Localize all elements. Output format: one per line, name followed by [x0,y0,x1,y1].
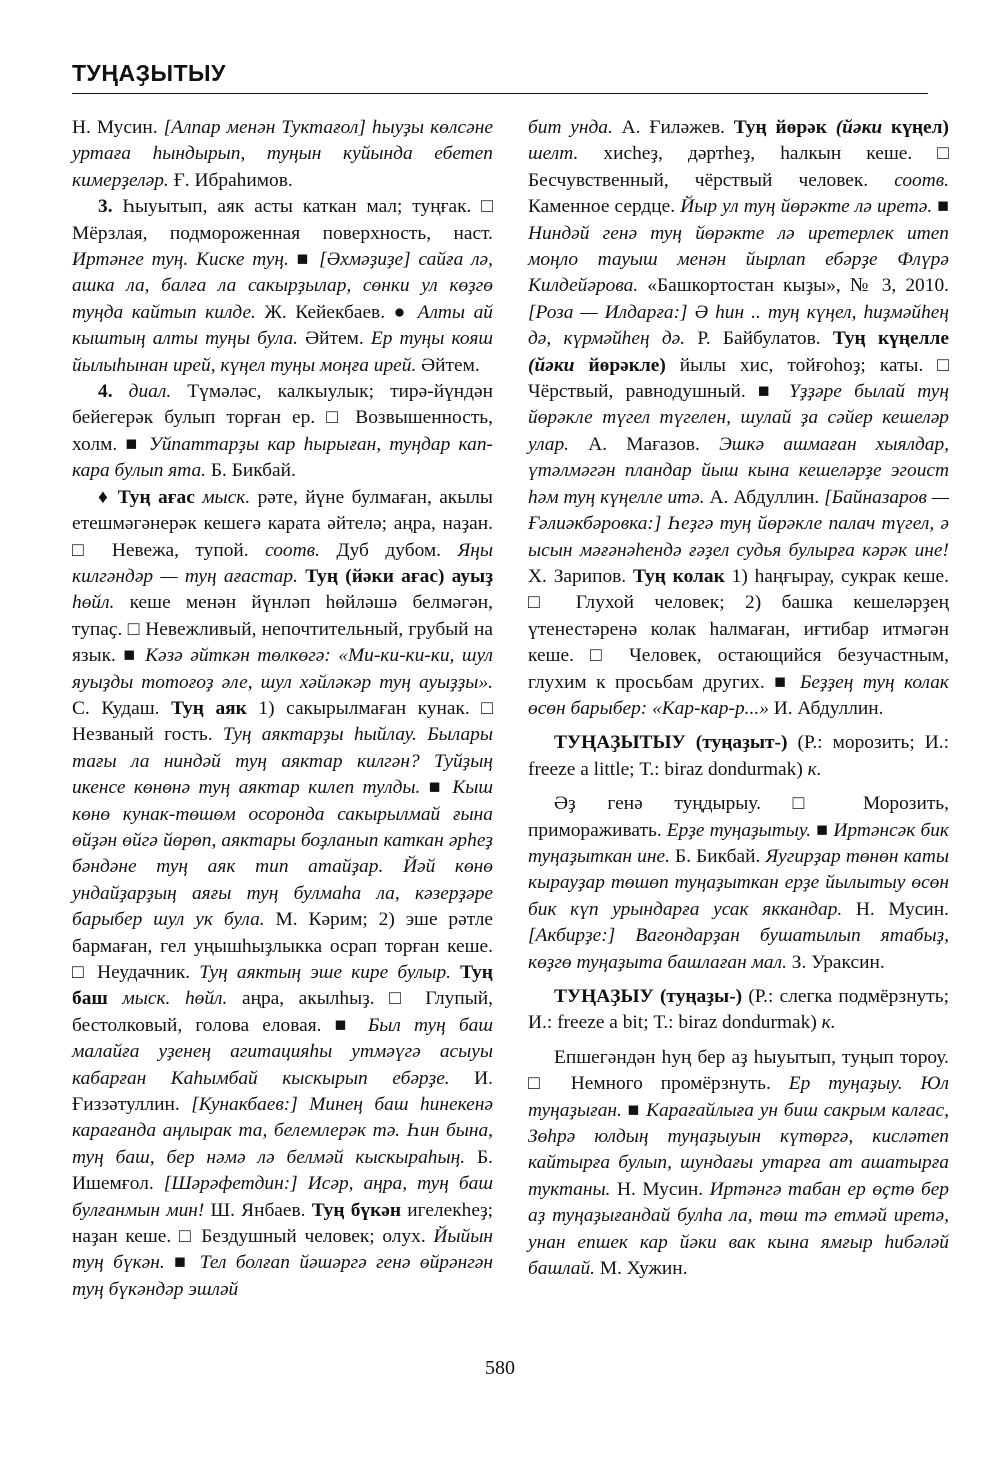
italic-text: соотв. [894,169,949,191]
entry-text: А. Мағазов. [569,433,720,455]
entry-text: И. Ғиззәтуллин. [72,1067,493,1116]
italic-text: Йыр ул туң йөрәкте лә иретә. [680,196,933,218]
entry-text: 1) һаңғырау, сукрак кеше. □ Глухой человек; 2) башка кешеләрҙең үтенестәренә колак һалмаған, иғтибар итмәгән кеше. □ Человек, остающийся безучастным, глухим к просьбам других. ■ [528,565,949,693]
italic-text: Уйпаттарҙы кар һырыған, туңдар кап-кара булып ята. [72,433,493,482]
entry-text: Н. Мусин. [842,898,949,920]
entry-text: ■ [811,819,834,841]
header-rule [72,93,928,94]
entry-text: Н. Мусин. [610,1178,710,1200]
headword-text: (йәки [528,354,575,376]
headword-text: ТУҢАҘЫТЫУ (туңаҙыт-) [554,732,788,754]
italic-text: соотв. [265,539,320,561]
italic-text: Туң аяктың эше кире булыр. [199,962,452,983]
entry-text: Б. Бикбай. [669,845,766,867]
entry-text: «Башкортостан кыҙы», № 3, 2010. [638,275,949,297]
entry-text: ■ [288,249,320,271]
entry-text: Б. Бикбай. [206,460,296,482]
entry-text [574,355,588,376]
headword-text: 4. [98,381,113,403]
italic-text: Ерҙе туңаҙытыу. [666,819,812,841]
entry-text: ■ [932,196,950,218]
italic-text: [Кунакбаев:] Минең баш һинекенә карағанда аңлырак та, белемлерәк тә. Һин бына, туң баш, бер нәмә лә белмәй кыскыраһың. [72,1094,493,1168]
headword-text: ТУҢАҘЫУ (туңаҙы-) [554,986,743,1007]
entry-text [108,988,123,1009]
headword-text: Туң ағас [117,486,195,508]
page-number: 580 [485,1357,515,1379]
entry-text: Р. Байбулатов. [685,328,833,350]
italic-text: Ер туңаҙыу. Юл туңаҙыған. [528,1073,950,1121]
italic-text: Был туң баш малайға уҙенең агитацияһы утмәүгә асыуы кабарған Каһымбай кыскырып ебәрҙе. [72,1014,493,1089]
dictionary-paragraph [528,1045,949,1283]
italic-text: Иртәнге туң. Киске туң. [72,249,289,271]
italic-text: шелт. [528,143,579,165]
entry-text: кеше менән йүнләп һөйләшә белмәгән, тупаҫ. □ Невежливый, непочтительный, грубый на язык. ■ [72,592,493,667]
entry-text: ♦ [98,486,118,508]
headword-text: Туң (йәки ағас) ауыҙ [305,565,493,587]
italic-text: Иртәнсәк бик туңаҙыткан ине. [528,819,949,867]
italic-text: Ниндәй генә туң йөрәкте лә иретерлек итеп моңло тауыш менән йырлап ебәрҙе Флүрә Килдейәрова. [528,222,949,297]
entry-text: игелекһеҙ; наҙан кеше. □ Бездушный человек; олух. [72,1199,493,1248]
entry-text: А. Ғиләжев. [612,117,734,138]
dictionary-paragraph [528,115,949,722]
entry-text: С. Кудаш. [72,697,172,719]
dictionary-paragraph [72,485,493,1304]
entry-text: ■ [621,1099,647,1121]
entry-text: Н. Мусин. [72,117,164,138]
italic-text: диал. [128,381,172,403]
entry-text: Епшегәндән һуң бер аҙ һыуытып, туңып тороу. □ Немного промёрзнуть. [528,1046,949,1095]
entry-text: (Р.: морозить; И.: freeze a little; Т.: biraz dondurmak) [528,732,949,780]
entry-text: 1) сакырылмаған кунак. □ Незваный гость. [72,697,493,746]
entry-text: Әйтем. [298,328,371,350]
entry-text: йылы хис, тойғоһоҙ; каты. □ Чёрствый, равнодушный. ■ [528,354,949,403]
headword-text: күңел) [891,117,949,138]
italic-text: Туң аяктарҙы һыйлау. Былары тағы ла ниндәй туң аяктар килгән? Туйҙың икенсе көнөнә туң аяктар килеп тулды. [72,724,493,799]
headword-text: Туң күңелле [832,328,949,350]
italic-text: Иртәнгә табан ер өҫтө бер аҙ туңаҙығандай булһа ла, төш тә етмәй иретә, унан епшек кар йәки вак кына ямғыр һибәләй башлай. [528,1178,949,1280]
entry-text: Ғ. Ибраһимов. [168,169,293,191]
entry-text: рәте, йүне булмаған, акылы етешмәгәнерәк кешегә карата әйтелә; аңра, наҙан. □ Невежа, тупой. [72,486,493,561]
left-column [72,115,493,1303]
entry-text: Каменное сердце. [528,196,681,218]
italic-text: к. [807,758,822,780]
entry-text [882,117,891,138]
entry-text: М. Кәрим; 2) эше рәтле бармаған, гел уңышһыҙлыкка осрап торған кеше. □ Неудачник. [72,909,494,983]
dictionary-paragraph [528,730,949,783]
headword-text: Туң баш [72,962,493,1010]
dictionary-paragraph [72,379,493,485]
italic-text: [Байназаров — Ғәлиәкбәровка:] Һеҙгә туң йөрәкле палач түгел, ә ысын мәғәнәһендә ғәҙел судья булырға кәрәк ине! [528,486,949,561]
italic-text: [Акбирҙе:] Вагондарҙан бушатылып ятабыҙ, көҙгө туңаҙыта башлаған мал. [528,925,949,973]
italic-text: бит унда. [528,117,613,138]
italic-text: [Әхмәҙиҙе] сайға лә, ашка ла, балға ла сакырҙылар, сөнки ул көҙгө туңда кайтып килде. [72,249,493,323]
italic-text: Карағайлыға ун биш сакрым калғас, Зөһрә юлдың туңаҙыуын күтөргә, кисләтеп кайтырға булып, шундағы утарға ат ашатырға туктаны. [528,1099,949,1200]
entry-text [113,381,129,402]
entry-text: Ш. Янбаев. [204,1199,312,1221]
entry-text: ■ [420,777,453,799]
italic-text: һөйл. [72,592,115,614]
entry-text: Һыуытып, аяк асты каткан мал; туңғак. □ Мёрзлая, подмороженная поверхность, наст. [72,196,493,244]
entry-text: Дуб дубом. [319,539,458,561]
right-column [528,115,949,1282]
dictionary-paragraph [72,115,493,194]
entry-text: хисһеҙ, дәртһеҙ, һалкын кеше. □ Бесчувственный, чёрствый человек. [528,143,949,191]
entry-text: Түмәләс, калкыулык; тирә-йүндән бейегерәк булып торған ер. □ Возвышенность, холм. ■ [72,381,493,455]
entry-text: аңра, акылһыҙ. □ Глупый, бестолковый, голова еловая. ■ [72,988,493,1036]
entry-text: Әйтем. [416,354,480,376]
entry-text: А. Абдуллин. [704,486,825,508]
italic-text: Тел болғап йәшәргә генә өйрәнгән туң бүкәндәр эшләй [72,1252,493,1300]
running-head: ТУҢАҘЫТЫУ [72,60,226,86]
headword-text: йөрәкле) [588,354,666,376]
italic-text: Йыйын туң бүкән. [72,1226,493,1274]
entry-text: (Р.: слегка подмёрзнуть; И.: freeze a bit; Т.: biraz dondurmak) [528,986,949,1034]
headword-text: Туң йөрәк [733,117,827,138]
entry-text: И. Абдуллин. [768,697,884,719]
entry-text: Х. Зарипов. [528,565,633,587]
dictionary-paragraph [72,194,493,379]
italic-text: к. [821,1012,836,1034]
dictionary-paragraph [528,791,949,976]
dictionary-paragraph [528,984,949,1037]
italic-text: мыск. һөйл. [122,988,228,1010]
italic-text: Яугирҙар төнөн каты кырауҙар төшөп туңаҙыткан ерҙе йылытыу өсөн бик күп урындарға усак яккандар. [528,845,949,920]
italic-text: Беҙҙең туң колак өсөн барыбер: «Кар-кар-р...» [528,671,950,719]
italic-text: [Роза — Илдарға:] Ә һин .. туң күңел, һиҙмәйһең дә, күрмәйһең дә. [528,301,949,350]
entry-text: З. Ураксин. [786,951,885,973]
italic-text: Кыш көнө кунак-төшөм осоронда сакырылмай ғына өйҙән өйгә йөрөп, аяктары боҙланып каткан әрһеҙ бәндәне туң аяк тип атайҙар. Йәй көнө ундайҙарҙың аяғы туң булмаһа ла, кәзерҙәре барыбер шул ук була. [72,777,493,931]
entry-text: М. Хужин. [595,1258,688,1280]
entry-text: ■ [164,1252,200,1274]
headword-text: Туң колак [633,565,725,587]
headword-text: (йәки [835,117,883,138]
entry-text: Б. Ишемғол. [72,1146,493,1195]
headword-text: Туң аяк [171,697,247,719]
italic-text: Алты ай кыштың алты туңы була. [72,301,493,350]
entry-text [827,117,836,138]
entry-text [451,962,460,983]
entry-text: Ж. Кейекбаев. ● [255,301,418,323]
italic-text: [Шәрәфетдин:] Исәр, аңра, туң баш булғанмын мин! [72,1173,494,1221]
italic-text: Кәзә әйткән төлкөгә: «Ми-ки-ки-ки, шул яуыҙды тотоғоҙ әле, шул хәйләкәр туң ауыҙҙы». [72,645,493,693]
italic-text: Ер туңы кояш йылыһынан ирей, күңел туңы моңға ирей. [72,328,493,376]
headword-text: Туң бүкән [311,1199,402,1221]
entry-text: Әҙ генә туңдырыу. □ Морозить, примораживать. [528,793,949,841]
italic-text: мыск. [202,486,251,508]
italic-text: Яңы килгәндәр — туң ағастар. [72,539,493,587]
italic-text: Эшкә ашмаған хыялдар, үтәлмәгән пландар йыш кына кешеләрҙе эгоист һәм туң күңелле итә. [528,433,949,508]
italic-text: [Алпар менән Туктағол] һыуҙы көлсәне уртаға һындырып, туңын куйында ебетеп кимерҙеләр. [72,117,493,191]
headword-text: 3. [98,196,113,218]
italic-text: Үҙҙәре былай туң йөрәкле түгел түгелен, шулай ҙа сәйер кешеләр улар. [528,381,949,455]
